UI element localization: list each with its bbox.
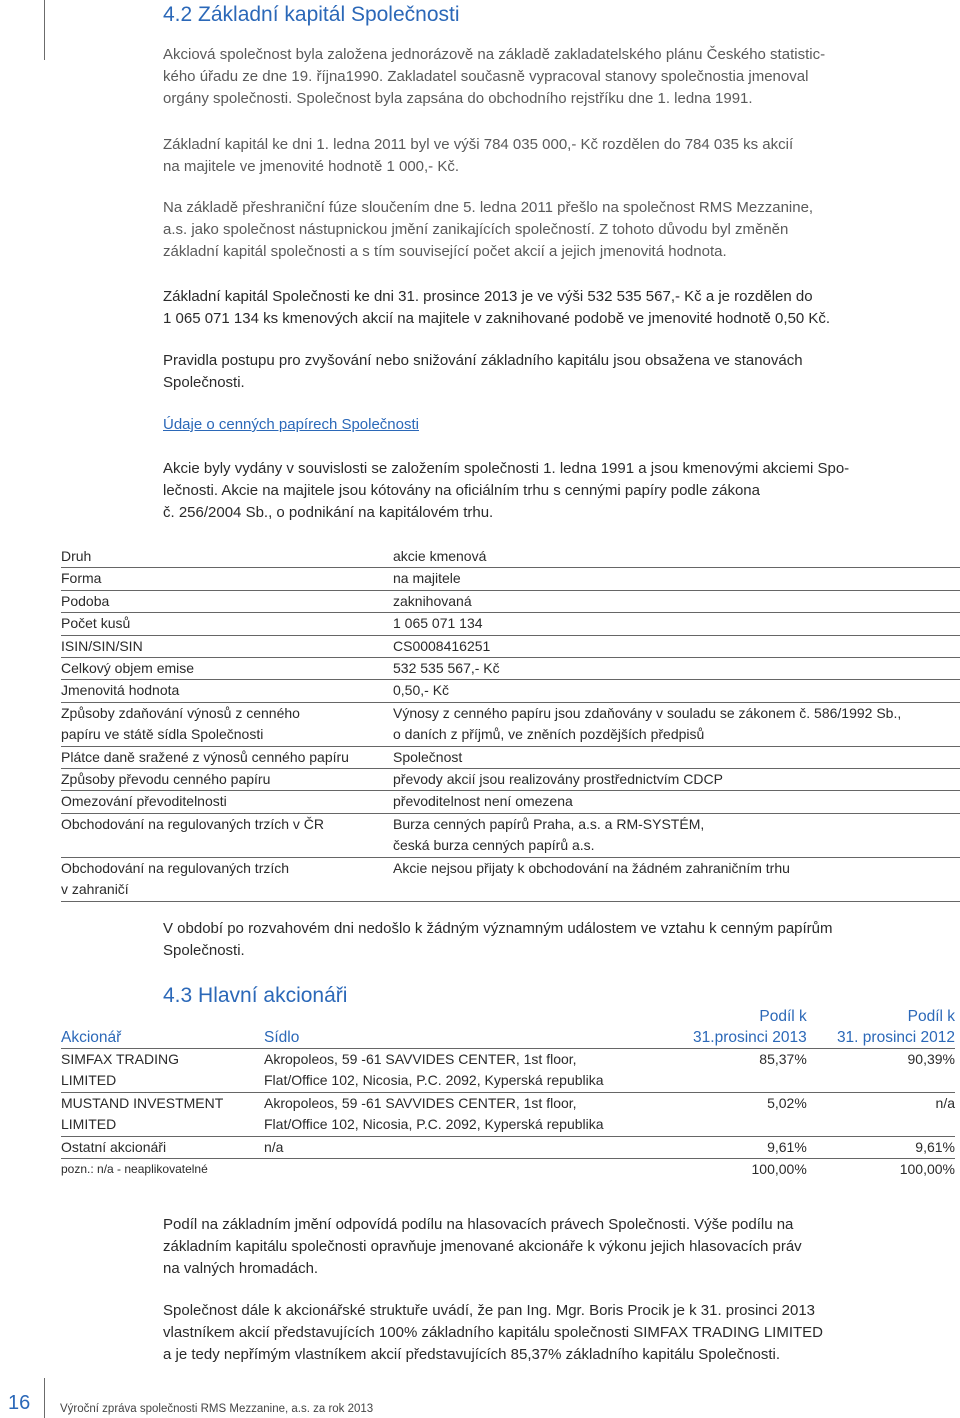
table-row: [61, 857, 960, 901]
share-2012: 9,61%: [807, 1136, 955, 1158]
text-line: Společnosti.: [163, 373, 245, 391]
text-line: vlastníkem akcií představujících 100% základního kapitálu společnosti SIMFAX TRADING LIMITED: [163, 1323, 823, 1341]
table-row: [61, 568, 960, 590]
securities-key: Způsoby zdaňování výnosů z cenného papíru ve státě sídla Společnosti: [61, 702, 393, 746]
securities-key: Počet kusů: [61, 613, 393, 635]
share-2013: 9,61%: [664, 1136, 807, 1158]
text-line: Základní kapitál Společnosti ke dni 31. prosince 2013 je ve výši 532 535 567,- Kč a je rozdělen do: [163, 288, 813, 305]
text-line: a.s. jako společnost nástupnickou jmění zanikajících společností. Z tohoto důvodu byl změněn: [163, 220, 789, 238]
table-row: [61, 658, 960, 680]
securities-heading: Údaje o cenných papírech Společnosti: [163, 416, 419, 433]
text-line: Společnosti.: [163, 941, 245, 959]
table-row: [61, 769, 960, 791]
table-row: [61, 680, 960, 702]
share-2013: 85,37%: [664, 1049, 807, 1093]
table-row: [61, 590, 960, 612]
no-events-paragraph: [163, 918, 958, 962]
securities-key: Forma: [61, 568, 393, 590]
text-line: na majitele ve jmenovité hodnotě 1 000,- Kč.: [163, 157, 460, 175]
shareholders-table: [61, 1006, 955, 1180]
header-share-2013: Podíl k 31.prosinci 2013: [664, 1006, 807, 1049]
share-2012: 90,39%: [807, 1049, 955, 1093]
shareholder-name: SIMFAX TRADING LIMITED: [61, 1049, 264, 1093]
securities-key: Jmenovitá hodnota: [61, 680, 393, 702]
securities-value: CS0008416251: [393, 635, 960, 657]
rules-paragraph: [163, 350, 958, 394]
table-row: [61, 635, 960, 657]
text-line: a je tedy nepřímým vlastníkem akcií představujících 85,37% základního kapitálu Společnosti.: [163, 1345, 780, 1363]
table-row: [61, 1136, 955, 1158]
securities-key: Omezování převoditelnosti: [61, 791, 393, 813]
table-row: [61, 1049, 955, 1093]
securities-key: Druh: [61, 546, 393, 568]
shareholder-seat: Akropoleos, 59 -61 SAVVIDES CENTER, 1st floor, Flat/Office 102, Nicosia, P.C. 2092, Kyperská republika: [264, 1049, 664, 1093]
securities-key: Podoba: [61, 590, 393, 612]
table-row: [61, 702, 960, 746]
securities-value: 532 535 567,- Kč: [393, 658, 960, 680]
merger-paragraph: [163, 197, 958, 262]
shareholder-name: MUSTAND INVESTMENT LIMITED: [61, 1092, 264, 1136]
text-line: základním kapitálu společnosti opravňuje jmenované akcionáře k výkonu jejich hlasovacích práv: [163, 1237, 802, 1255]
securities-value: Výnosy z cenného papíru jsou zdaňovány v souladu se zákonem č. 586/1992 Sb., o daních z příjmů, ve zněních pozdějších předpisů: [393, 702, 960, 746]
securities-key: Obchodování na regulovaných trzích v ČR: [61, 813, 393, 857]
securities-value: zaknihovaná: [393, 590, 960, 612]
shareholders-title: 4.3 Hlavní akcionáři: [163, 984, 348, 1007]
total-share-2013: 100,00%: [751, 1161, 807, 1178]
total-share-2012: 100,00%: [899, 1161, 955, 1178]
text-line: Akcie byly vydány v souvislosti se založením společnosti 1. ledna 1991 a jsou kmenovými akciemi Spo-: [163, 460, 850, 477]
securities-value: Burza cenných papírů Praha, a.s. a RM-SYSTÉM, česká burza cenných papírů a.s.: [393, 813, 960, 857]
margin-line-top: [44, 0, 45, 60]
text-line: 1 065 071 134 ks kmenových akcií na majitele v zaknihované podobě ve jmenovité hodnotě 0,50 Kč.: [163, 309, 831, 327]
page-number: 16: [8, 1392, 31, 1414]
header-seat: Sídlo: [264, 1006, 664, 1049]
text-line: na valných hromadách.: [163, 1259, 319, 1277]
securities-value: převody akcií jsou realizovány prostřednictvím CDCP: [393, 769, 960, 791]
table-row: [61, 613, 960, 635]
table-header-row: [61, 1006, 955, 1049]
text-line: č. 256/2004 Sb., o podnikání na kapitálovém trhu.: [163, 503, 494, 521]
header-shareholder: Akcionář: [61, 1006, 264, 1049]
text-line: základní kapitál společnosti a s tím související počet akcií a jejich jmenovitá hodnota.: [163, 242, 727, 260]
footnote: pozn.: n/a - neaplikovatelné: [61, 1162, 208, 1177]
share-2013: 5,02%: [664, 1092, 807, 1136]
securities-key: Celkový objem emise: [61, 658, 393, 680]
securities-value: 0,50,- Kč: [393, 680, 960, 702]
text-line: lečnosti. Akcie na majitele jsou kótovány na oficiálním trhu s cennými papíry podle zákona: [163, 481, 760, 499]
text-line: Základní kapitál ke dni 1. ledna 2011 byl ve výši 784 035 000,- Kč rozdělen do 784 035 ks akcií: [163, 136, 794, 153]
text-line: Akciová společnost byla založena jednorázově na základě zakladatelského plánu Českého statistic-: [163, 46, 826, 63]
text-line: Pravidla postupu pro zvyšování nebo snižování základního kapitálu jsou obsažena ve stanovách: [163, 352, 803, 369]
header-share-2012: Podíl k 31. prosinci 2012: [807, 1006, 955, 1049]
securities-key: ISIN/SIN/SIN: [61, 635, 393, 657]
securities-value: Společnost: [393, 746, 960, 768]
table-row: [61, 546, 960, 568]
margin-line-bottom: [44, 1378, 45, 1418]
securities-value: na majitele: [393, 568, 960, 590]
securities-key: Plátce daně sražené z výnosů cenného papíru: [61, 746, 393, 768]
securities-value: Akcie nejsou přijaty k obchodování na žádném zahraničním trhu: [393, 857, 960, 901]
footer-text: Výroční zpráva společnosti RMS Mezzanine, a.s. za rok 2013: [60, 1403, 374, 1415]
text-line: kého úřadu ze dne 19. října1990. Zakladatel současně vypracoval stanovy společnostia jmenoval: [163, 67, 809, 85]
ownership-paragraph: [163, 1300, 958, 1365]
text-line: Na základě přeshraniční fúze sloučením dne 5. ledna 2011 přešlo na společnost RMS Mezzanine,: [163, 199, 814, 216]
text-line: orgány společnosti. Společnost byla zapsána do obchodního rejstříku dne 1. ledna 1991.: [163, 89, 753, 107]
shareholder-name: Ostatní akcionáři: [61, 1136, 264, 1158]
share-2012: n/a: [807, 1092, 955, 1136]
securities-table: [61, 546, 960, 902]
table-row: [61, 746, 960, 768]
table-total-row: [61, 1159, 955, 1181]
capital-2011-paragraph: [163, 134, 958, 178]
shareholder-seat: Akropoleos, 59 -61 SAVVIDES CENTER, 1st floor, Flat/Office 102, Nicosia, P.C. 2092, Kyperská republika: [264, 1092, 664, 1136]
securities-value: 1 065 071 134: [393, 613, 960, 635]
table-row: [61, 813, 960, 857]
voting-paragraph: [163, 1214, 958, 1279]
table-row: [61, 791, 960, 813]
text-line: Podíl na základním jmění odpovídá podílu na hlasovacích právech Společnosti. Výše podílu na: [163, 1216, 794, 1233]
capital-2013-paragraph: [163, 286, 958, 330]
securities-paragraph: [163, 458, 958, 523]
securities-value: převoditelnost není omezena: [393, 791, 960, 813]
text-line: V období po rozvahovém dni nedošlo k žádným významným událostem ve vztahu k cenným papírům: [163, 920, 833, 937]
section-title: 4.2 Základní kapitál Společnosti: [163, 3, 460, 26]
shareholder-seat: n/a: [264, 1136, 664, 1158]
intro-paragraph: [163, 44, 958, 109]
text-line: Společnost dále k akcionářské struktuře uvádí, že pan Ing. Mgr. Boris Procik je k 31. prosinci 2013: [163, 1302, 816, 1319]
securities-value: akcie kmenová: [393, 546, 960, 568]
table-row: [61, 1092, 955, 1136]
securities-key: Způsoby převodu cenného papíru: [61, 769, 393, 791]
securities-key: Obchodování na regulovaných trzích v zahraničí: [61, 857, 393, 901]
